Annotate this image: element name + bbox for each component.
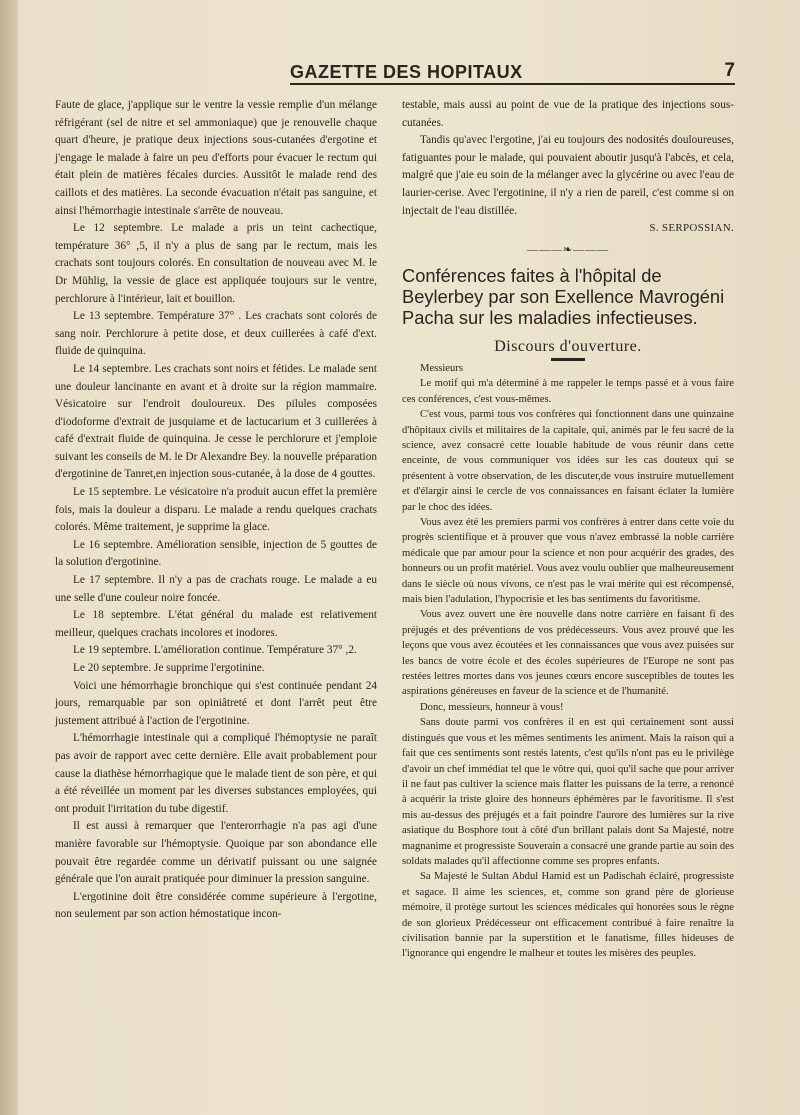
section-title: Discours d'ouverture. (494, 338, 642, 356)
ornament-divider: ———❧——— (526, 243, 610, 256)
page-number: 7 (724, 60, 735, 81)
paragraph: L'hémorrhagie intestinale qui a compliqué l'hémoptysie ne paraît pas avoir de rapport avec cette dernière. Elle avait probablement pour cause la diathèse hémorrhagique que le malade tient de son père, et qui a été réveillée un moment par les diverses substances employées, qui ont produit l'irritation du tube digestif. (55, 732, 377, 815)
paragraph: testable, mais aussi au point de vue de la pratique des injections sous-cutanées. (402, 99, 734, 129)
article-body (402, 361, 734, 962)
left-column (55, 97, 377, 924)
paragraph: Le 12 septembre. Le malade a pris un teint cachectique, température 36° ,5, il n'y a plus de sang par le rectum, mais les crachats sont toujours colorés. En consultation de nouveau avec M. le Dr Mühlig, la vessie de glace est appliquée toujours sur le ventre, perchlorure à l'intérieur, lait et bouillon. (55, 222, 377, 305)
salutation: Messieurs (420, 362, 463, 374)
paragraph: Le 14 septembre. Les crachats sont noirs et fétides. Le malade sent une douleur lancinante en avant et à droite sur la région mammaire. Vésicatoire sur l'endroit douloureux. Des pilules composées d'iodoforme d'extrait de jusquiame et de lactucarium et 3 cuillerées à café d'extrait fluide de quinquina. Je cesse le perchlorure et j'emploie suivant les conseils de M. le Dr Alexandre Bey. la nouvelle préparation d'ergotinine de Tanret,en injection sous-cutanée, à la dose de 4 gouttes. (55, 362, 377, 481)
header-rule (290, 83, 735, 85)
paragraph: L'ergotinine doit être considérée comme supérieure à l'ergotine, non seulement par son action hémostatique incon- (55, 890, 377, 921)
paragraph: Le motif qui m'a déterminé à me rappeler le temps passé et à vous faire ces conférences, c'est vous-mêmes. (402, 378, 734, 405)
paragraph: Le 18 septembre. L'état général du malade est relativement meilleur, quelques crachats incolores et inodores. (55, 609, 377, 639)
page-binding-edge (0, 0, 18, 1115)
author-signature: S. SERPOSSIAN. (649, 222, 734, 235)
paragraph: Sa Majesté le Sultan Abdul Hamid est un Padischah éclairé, progressiste et sagace. Il aime les sciences, et, comme son grand père de glorieuse mémoire, il protège surtout les sciences médicales qui honorées sous le règne de son glorieux Prédécesseur ont efficacement contribué à faire renaître la civilisation bannie par la superstition et le fanatisme, filles hideuses de l'ignorance qui engendre le malheur et toutes les misères des peuples. (402, 871, 734, 960)
paragraph: Vous avez été les premiers parmi vos confrères à entrer dans cette voie du progrès scientifique et à prouver que vous n'avez embrassé la noble carrière médicale que par amour pour la science et non pour acquérir des grades, des honneurs ou un profit matériel. Vous avez voulu oublier que malheureusement dans le siècle où nous vivons, ce n'est pas le vrai mérite qui est récompensé, mais bien l'adulation, l'hypocrisie et les bas sentiments du favoritisme. (402, 517, 734, 606)
paragraph: Le 16 septembre. Amélioration sensible, injection de 5 gouttes de la solution d'ergotinine. (55, 538, 377, 569)
paragraph: Il est aussi à remarquer que l'enterorrhagie n'a pas agi d'une manière favorable sur l'hémoptysie. Quoique par son abondance elle pouvait être regardée comme un dérivatif puissant ou une saignée générale que l'on aurait pratiquée pour diminuer la pression sanguine. (55, 820, 377, 886)
paragraph: Tandis qu'avec l'ergotine, j'ai eu toujours des nodosités douloureuses, fatiguantes pour le malade, qui pouvaient aboutir jusqu'à l'abcès, et cela, malgré que j'aie eu soin de la mélanger avec la glycérine ou avec l'eau de laurier-cerise. Avec l'ergotinine, il n'y a rien de pareil, c'est comme si on injectait de l'eau distillée. (402, 134, 734, 217)
paragraph: Le 13 septembre. Température 37° . Les crachats sont colorés de sang noir. Perchlorure à petite dose, et deux cuillerées à café d'ext. fluide de quinquina. (55, 310, 377, 358)
journal-title: GAZETTE DES HOPITAUX (290, 62, 523, 82)
paragraph: Le 20 septembre. Je supprime l'ergotinine. (73, 662, 265, 674)
paragraph: Sans doute parmi vos confrères il en est qui certainement sont aussi distingués que vous et les mêmes sentiments les animent. Mais la raison qui a fait que ces sentiments sont restés latents, c'est qu'ils n'ont pas eu le privilège d'avoir un chef immédiat tel que le vôtre qui, quoi qu'il sache que pour arriver il ne faut pas cultiver la science mais flatter les puissans de la terre, a renoncé à acquérir la triste gloire des honneurs éphémères par le favoritisme. Il s'est mis au-dessus des préjugés et a fait poindre l'aurore des lumières sur la rive asiatique du Bosphore tout à côté d'un brillant palais dont Sa Majesté, notre magnanime et progressiste Souverain a consacré une grande partie au soin des soldats malades qu'il affectionne comme ses propres enfants. (402, 717, 734, 867)
paragraph: Vous avez ouvert une ère nouvelle dans notre carrière en faisant fi des préjugés et des préventions de vos prédécesseurs. Vous avez prouvé que les leçons que vous avez écoutées et les connaissances que vous avez puisées sur les bancs de votre école et des écoles supérieures de l'Europe ne sont pas restées lettres mortes dans vos jeunes cœurs encore susceptibles de toutes les aspirations généreuses en faveur de la science et de l'humanité. (402, 609, 734, 698)
right-column (402, 97, 734, 962)
article-title: Conférences faites à l'hôpital de Beylerbey par son Exellence Mavrogéni Pacha sur les maladies infectieuses. (402, 265, 725, 329)
page-header (290, 56, 735, 86)
paragraph: C'est vous, parmi tous vos confrères qui fonctionnent dans une quinzaine d'hôpitaux civils et militaires de la capitale, qui, animés par le feu sacré de la science, avez consacré cette louable habitude de vous réunir dans cette enceinte, de vous communiquer vos idées sur les cas douteux qui se présentent à votre observation, de les discuter,de vous instruire mutuellement et d'élargir ainsi le cercle de vos connaissances en faisant éclater la lumière par le choc des idées. (402, 409, 734, 513)
paragraph: Faute de glace, j'applique sur le ventre la vessie remplie d'un mélange réfrigérant (sel de nitre et sel ammoniaque) que je renouvelle chaque quart d'heure, je pratique deux injections sous-cutanées d'ergotine et j'engage le malade à faire un peu d'efforts pour évacuer le rectum qui était plein de matières fécales durcies. Aussitôt le malade rend des caillots et des matières. La seconde évacuation n'était pas sanguine, et ainsi l'hémorrhagie intestinale s'arrête de nouveau. (55, 99, 377, 217)
paragraph: Le 15 septembre. Le vésicatoire n'a produit aucun effet la première fois, mais la douleur a disparu. Le malade a rendu quelques crachats colorés. Même traitement, je supprime la glace. (55, 486, 377, 534)
paragraph: Voici une hémorrhagie bronchique qui s'est continuée pendant 24 jours, remarquable par son opiniâtreté et dont l'arrêt peut être justement attribué à l'action de l'ergotinine. (55, 679, 377, 727)
paragraph: Le 17 septembre. Il n'y a pas de crachats rouge. Le malade a eu une selle d'une couleur noire foncée. (55, 574, 377, 604)
paragraph: Donc, messieurs, honneur à vous! (420, 701, 564, 713)
paragraph: Le 19 septembre. L'amélioration continue. Température 37° ,2. (73, 644, 357, 657)
